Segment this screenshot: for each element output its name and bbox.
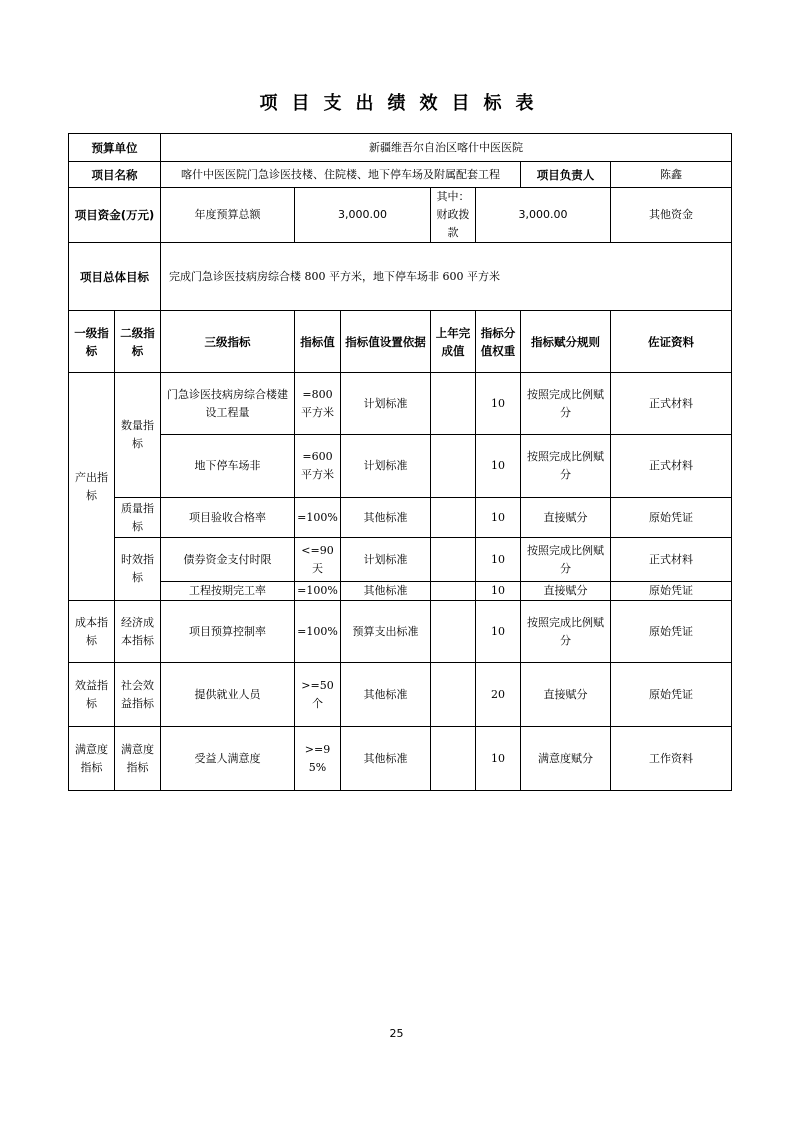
indicator-rule: 满意度赋分: [521, 727, 611, 791]
group-quality: 质量指标: [115, 498, 161, 538]
indicator-name: 债券资金支付时限: [161, 538, 295, 582]
indicator-value: =100%: [295, 498, 341, 538]
indicator-evidence: 正式材料: [611, 538, 732, 582]
annual-budget-value: 3,000.00: [295, 188, 431, 243]
header-evidence: 佐证资料: [611, 311, 732, 373]
indicator-evidence: 正式材料: [611, 373, 732, 435]
performance-goal-table: [68, 133, 732, 791]
group-cost: 成本指标: [69, 601, 115, 663]
indicator-value: =600平方米: [295, 435, 341, 498]
table-row: [69, 601, 732, 663]
indicator-name: 项目验收合格率: [161, 498, 295, 538]
indicator-rule: 按照完成比例赋分: [521, 435, 611, 498]
budget-unit-row: [69, 134, 732, 162]
fiscal-allocation-value: 3,000.00: [476, 188, 611, 243]
indicator-last-year: [431, 538, 476, 582]
indicator-evidence: 工作资料: [611, 727, 732, 791]
annual-budget-label: 年度预算总额: [161, 188, 295, 243]
indicator-last-year: [431, 582, 476, 601]
project-lead-value: 陈鑫: [611, 162, 732, 188]
budget-unit-value: 新疆维吾尔自治区喀什中医医院: [161, 134, 732, 162]
header-level1: 一级指标: [69, 311, 115, 373]
indicator-last-year: [431, 601, 476, 663]
project-lead-label: 项目负责人: [521, 162, 611, 188]
project-funds-row: [69, 188, 732, 243]
project-name-value: 喀什中医医院门急诊医技楼、住院楼、地下停车场及附属配套工程: [161, 162, 521, 188]
group-timeliness: 时效指标: [115, 538, 161, 601]
table-row: [69, 663, 732, 727]
group-output: 产出指标: [69, 373, 115, 601]
table-row: [69, 582, 732, 601]
indicator-name: 地下停车场非: [161, 435, 295, 498]
header-row: [69, 311, 732, 373]
indicator-rule: 直接赋分: [521, 582, 611, 601]
page-number: 25: [389, 1027, 404, 1040]
indicator-weight: 10: [476, 538, 521, 582]
indicator-evidence: 原始凭证: [611, 601, 732, 663]
header-rule: 指标赋分规则: [521, 311, 611, 373]
indicator-evidence: 正式材料: [611, 435, 732, 498]
indicator-basis: 计划标准: [341, 373, 431, 435]
project-name-row: [69, 162, 732, 188]
header-weight: 指标分值权重: [476, 311, 521, 373]
indicator-evidence: 原始凭证: [611, 498, 732, 538]
group-quantity: 数量指标: [115, 373, 161, 498]
header-value: 指标值: [295, 311, 341, 373]
budget-unit-label: 预算单位: [69, 134, 161, 162]
table-row: [69, 538, 732, 582]
indicator-rule: 按照完成比例赋分: [521, 373, 611, 435]
indicator-last-year: [431, 373, 476, 435]
indicator-value: >=50个: [295, 663, 341, 727]
indicator-basis: 预算支出标准: [341, 601, 431, 663]
indicator-weight: 20: [476, 663, 521, 727]
header-basis: 指标值设置依据: [341, 311, 431, 373]
indicator-basis: 其他标准: [341, 663, 431, 727]
indicator-weight: 10: [476, 498, 521, 538]
indicator-evidence: 原始凭证: [611, 582, 732, 601]
header-level2: 二级指标: [115, 311, 161, 373]
indicator-basis: 计划标准: [341, 538, 431, 582]
table-row: [69, 498, 732, 538]
indicator-value: =800平方米: [295, 373, 341, 435]
indicator-last-year: [431, 435, 476, 498]
indicator-weight: 10: [476, 727, 521, 791]
indicator-value: >=95%: [295, 727, 341, 791]
indicator-basis: 其他标准: [341, 727, 431, 791]
indicator-basis: 其他标准: [341, 582, 431, 601]
group-benefit: 效益指标: [69, 663, 115, 727]
overall-goal-row: [69, 243, 732, 311]
indicator-name: 项目预算控制率: [161, 601, 295, 663]
table-row: [69, 435, 732, 498]
project-funds-label: 项目资金(万元): [69, 188, 161, 243]
indicator-rule: 直接赋分: [521, 498, 611, 538]
overall-goal-label: 项目总体目标: [69, 243, 161, 311]
project-name-label: 项目名称: [69, 162, 161, 188]
indicator-value: <=90天: [295, 538, 341, 582]
indicator-last-year: [431, 727, 476, 791]
table-row: [69, 727, 732, 791]
fiscal-allocation-label: 其中：财政拨款: [431, 188, 476, 243]
indicator-evidence: 原始凭证: [611, 663, 732, 727]
indicator-last-year: [431, 498, 476, 538]
group-satisfaction-sub: 满意度指标: [115, 727, 161, 791]
group-economic-cost: 经济成本指标: [115, 601, 161, 663]
indicator-name: 工程按期完工率: [161, 582, 295, 601]
overall-goal-value: 完成门急诊医技病房综合楼 800 平方米，地下停车场非 600 平方米: [161, 243, 732, 311]
indicator-basis: 其他标准: [341, 498, 431, 538]
indicator-rule: 直接赋分: [521, 663, 611, 727]
table-row: [69, 373, 732, 435]
header-last-year: 上年完成值: [431, 311, 476, 373]
indicator-rule: 按照完成比例赋分: [521, 601, 611, 663]
indicator-value: =100%: [295, 582, 341, 601]
indicator-weight: 10: [476, 373, 521, 435]
indicator-rule: 按照完成比例赋分: [521, 538, 611, 582]
indicator-weight: 10: [476, 582, 521, 601]
other-funds-label: 其他资金: [611, 188, 732, 243]
indicator-weight: 10: [476, 435, 521, 498]
indicator-name: 提供就业人员: [161, 663, 295, 727]
indicator-value: =100%: [295, 601, 341, 663]
indicator-name: 门急诊医技病房综合楼建设工程量: [161, 373, 295, 435]
header-level3: 三级指标: [161, 311, 295, 373]
group-satisfaction: 满意度指标: [69, 727, 115, 791]
group-social-benefit: 社会效益指标: [115, 663, 161, 727]
indicator-name: 受益人满意度: [161, 727, 295, 791]
page-title: 项目支出绩效目标表: [259, 93, 548, 114]
indicator-last-year: [431, 663, 476, 727]
indicator-weight: 10: [476, 601, 521, 663]
indicator-basis: 计划标准: [341, 435, 431, 498]
